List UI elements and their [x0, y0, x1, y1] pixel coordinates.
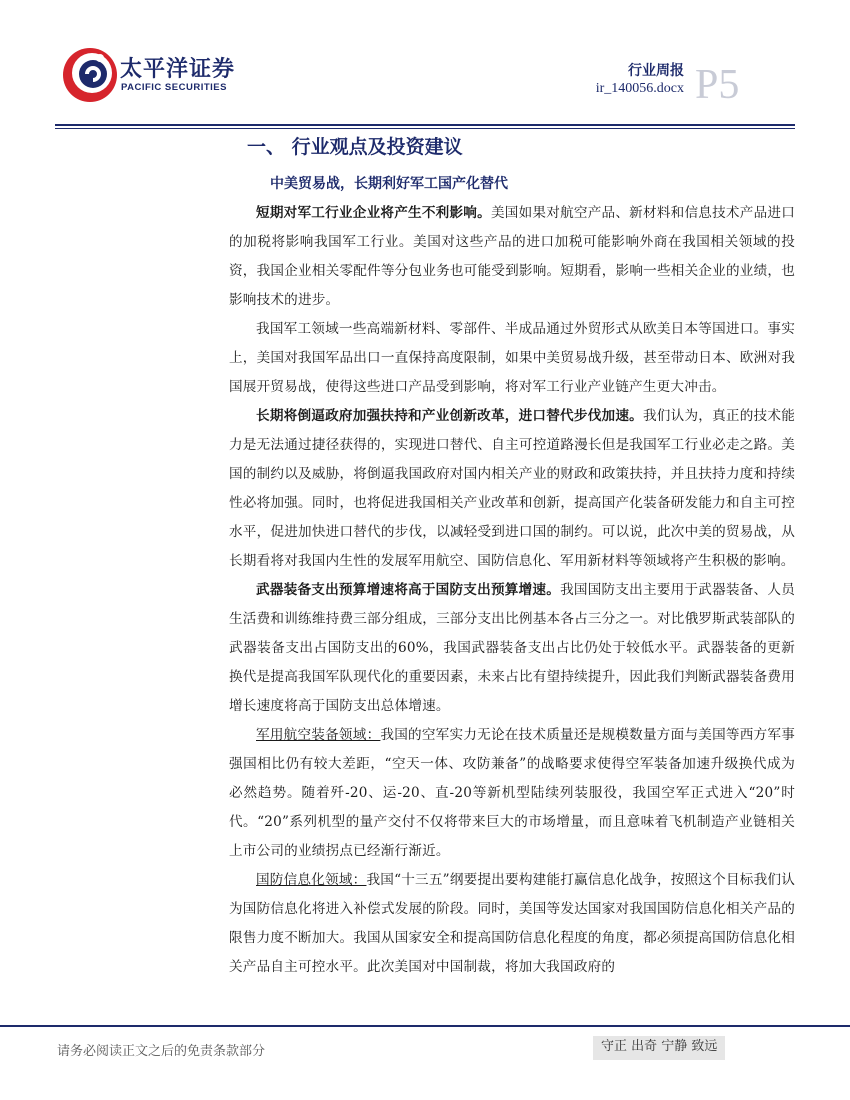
paragraph-body: 我国军工领域一些高端新材料、零部件、半成品通过外贸形式从欧美日本等国进口。事实上，美国对我国军品出口一直保持高度限制，如果中美贸易战升级，甚至带动日本、欧洲对我国展开贸易战，使得这些进口产品受到影响，将对军工行业产业链产生更大冲击。 — [229, 321, 795, 395]
paragraph-lead: 军用航空装备领域： — [256, 727, 381, 743]
header-rule — [55, 124, 795, 126]
company-logo — [60, 44, 240, 106]
paragraph-lead: 长期将倒逼政府加强扶持和产业创新改革，进口替代步伐加速。 — [256, 408, 643, 424]
paragraph — [229, 721, 795, 866]
disclaimer-note: 请务必阅读正文之后的免责条款部分 — [57, 1044, 266, 1059]
company-motto: 守正 出奇 宁静 致远 — [593, 1036, 725, 1060]
page-number: P5 — [695, 62, 740, 108]
logo-chinese-name: 太平洋证券 — [120, 57, 236, 82]
section-title: 一、 行业观点及投资建议 — [247, 136, 463, 158]
logo-english-name: PACIFIC SECURITIES — [121, 82, 227, 93]
report-body — [229, 132, 795, 982]
paragraph-body: 我国的空军实力无论在技术质量还是规模数量方面与美国等西方军事强国相比仍有较大差距，“空天一体、攻防兼备”的战略要求使得空军装备加速升级换代成为必然趋势。随着歼-20、运-20、直-20等新机型陆续列装服役，我国空军正式进入“20”时代。“20”系列机型的量产交付不仅将带来巨大的市场增量，而且意味着飞机制造产业链相关上市公司的业绩拐点已经渐行渐近。 — [229, 727, 795, 859]
paragraph — [229, 199, 795, 315]
paragraph-body: 美国如果对航空产品、新材料和信息技术产品进口的加税将影响我国军工行业。美国对这些产品的进口加税可能影响外商在我国相关领域的投资，我国企业相关零配件等分包业务也可能受到影响。短期看，影响一些相关企业的业绩，也影响技术的进步。 — [229, 205, 795, 308]
paragraph-body: 我们认为，真正的技术能力是无法通过捷径获得的，实现进口替代、自主可控道路漫长但是我国军工行业必走之路。美国的制约以及威胁，将倒逼我国政府对国内相关产业的财政和政策扶持，并且扶持力度和持续性必将加强。同时，也将促进我国相关产业改革和创新，提高国产化装备研发能力和自主可控水平，促进加快进口替代的步伐，以减轻受到进口国的制约。可以说，此次中美的贸易战，从长期看将对我国内生性的发展军用航空、国防信息化、军用新材料等领域将产生积极的影响。 — [229, 408, 795, 569]
paragraph — [229, 866, 795, 982]
paragraph-lead: 武器装备支出预算增速将高于国防支出预算增速。 — [256, 582, 561, 598]
paragraph-lead: 短期对军工行业企业将产生不利影响。 — [256, 205, 491, 221]
paragraph-body: 我国“十三五”纲要提出要构建能打赢信息化战争，按照这个目标我们认为国防信息化将进入补偿式发展的阶段。同时，美国等发达国家对我国国防信息化相关产品的限售力度不断加大。我国从国家安全和提高国防信息化程度的角度，都必须提高国防信息化相关产品自主可控水平。此次美国对中国制裁，将加大我国政府的 — [229, 872, 796, 975]
paragraph — [229, 576, 795, 721]
logo-mark-icon — [60, 44, 120, 106]
paragraph — [229, 402, 795, 576]
footer-rule — [0, 1025, 850, 1027]
file-name: ir_140056.docx — [595, 81, 684, 96]
paragraph-body: 我国国防支出主要用于武器装备、人员生活费和训练维持费三部分组成，三部分支出比例基本各占三分之一。对比俄罗斯武装部队的武器装备支出占国防支出的60%，我国武器装备支出占比仍处于较低水平。武器装备的更新换代是提高我国军队现代化的重要因素，未来占比有望持续提升，因此我们判断武器装备费用增长速度将高于国防支出总体增速。 — [229, 582, 795, 714]
section-subtitle: 中美贸易战，长期利好军工国产化替代 — [270, 176, 508, 192]
paragraph — [229, 315, 795, 402]
header-rule-thin — [55, 128, 795, 129]
report-type: 行业周报 — [628, 63, 684, 79]
paragraph-lead: 国防信息化领域： — [256, 872, 367, 888]
